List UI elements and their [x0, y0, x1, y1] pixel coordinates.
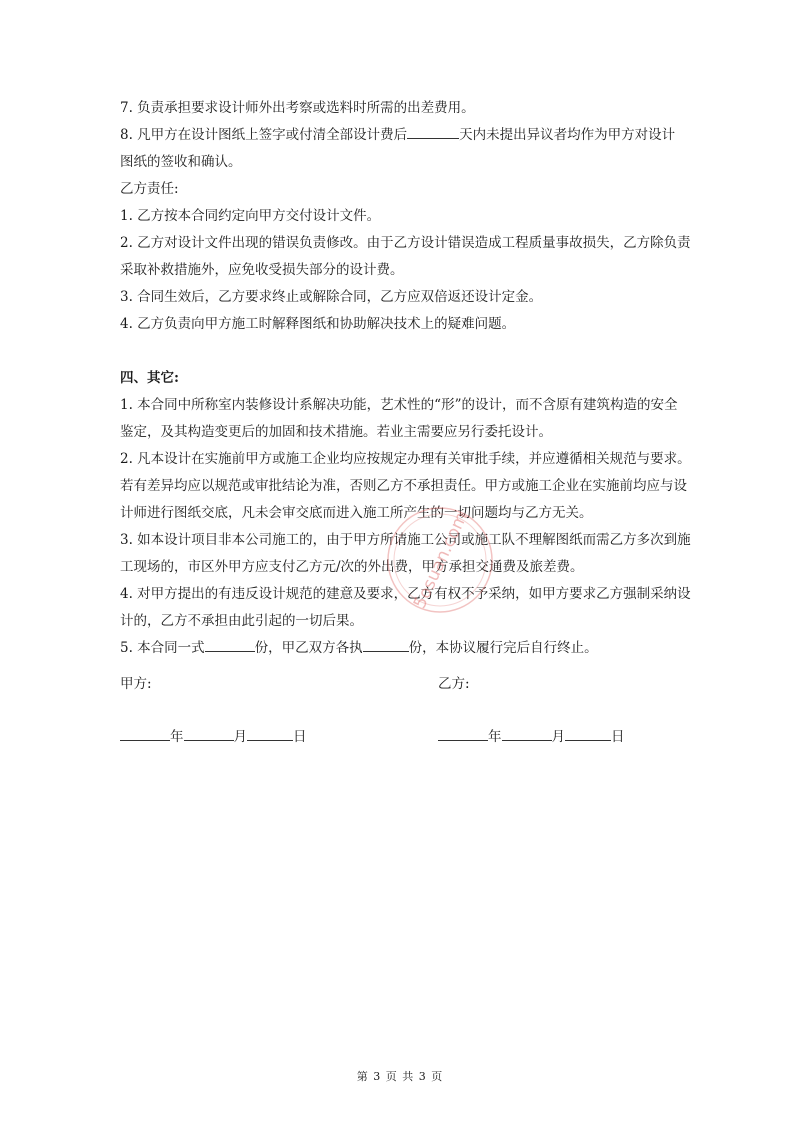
- clause-42-line2: 若有差异均应以规范或审批结论为准，否则乙方不承担责任。甲方或施工企业在实施前均应与设: [120, 478, 687, 494]
- clause-45-text2: 份，甲乙双方各执: [254, 640, 363, 656]
- clause-42-line3: 计师进行图纸交底，凡未会审交底而进入施工所产生的一切问题均与乙方无关。: [120, 505, 593, 521]
- days-blank[interactable]: [407, 124, 459, 139]
- clause-b2-line1: 2. 乙方对设计文件出现的错误负责修改。由于乙方设计错误造成工程质量事故损失，乙方除负责: [120, 235, 691, 251]
- day-label: 日: [293, 729, 307, 745]
- day-label: 日: [611, 729, 625, 745]
- clause-45: [120, 635, 685, 662]
- clause-b3: 3. 合同生效后，乙方要求终止或解除合同，乙方应双倍返还设计定金。: [120, 289, 543, 305]
- party-b-signature-label: 乙方:: [438, 676, 470, 692]
- party-b-date: [438, 725, 625, 745]
- party-a-date: [120, 725, 307, 745]
- clause-a8-text2: 天内未提出异议者均作为甲方对设计: [459, 127, 676, 143]
- month-label: 月: [551, 729, 565, 745]
- clause-44-line2: 计的，乙方不承担由此引起的一切后果。: [120, 613, 363, 629]
- clause-a8-line2: 图纸的签收和确认。: [120, 154, 242, 170]
- clause-41-line1: 1. 本合同中所称室内装修设计系解决功能，艺术性的“形”的设计，而不含原有建筑构造的安全: [120, 397, 678, 413]
- section-title-other: 四、其它:: [120, 370, 179, 386]
- contract-body: [120, 95, 691, 662]
- year-label: 年: [170, 729, 184, 745]
- party-b-day-blank[interactable]: [565, 726, 611, 741]
- party-a-year-blank[interactable]: [120, 726, 170, 741]
- month-label: 月: [233, 729, 247, 745]
- watermark-text: 5osuan.com: [409, 509, 472, 612]
- clause-a7: 7. 负责承担要求设计师外出考察或选料时所需的出差费用。: [120, 100, 475, 116]
- copies-total-blank[interactable]: [205, 637, 255, 652]
- clause-b2-line2: 采取补救措施外，应免收受损失部分的设计费。: [120, 262, 404, 278]
- spacer: [120, 338, 685, 365]
- clause-45-text1: 5. 本合同一式: [120, 640, 205, 656]
- party-a-day-blank[interactable]: [247, 726, 293, 741]
- page-footer: 第 3 页 共 3 页: [356, 1070, 444, 1083]
- clause-a8-text1: 8. 凡甲方在设计图纸上签字或付清全部设计费后: [120, 127, 408, 143]
- copies-each-blank[interactable]: [363, 637, 409, 652]
- party-a-month-blank[interactable]: [184, 726, 234, 741]
- clause-43-line1: 3. 如本设计项目非本公司施工的，由于甲方所请施工公司或施工队不理解图纸而需乙方多次到施: [120, 532, 691, 548]
- party-b-year-blank[interactable]: [438, 726, 488, 741]
- clause-45-text3: 份，本协议履行完后自行终止。: [408, 640, 598, 656]
- clause-42-line1: 2. 凡本设计在实施前甲方或施工企业均应按规定办理有关审批手续，并应遵循相关规范与要求。: [120, 451, 691, 467]
- party-b-month-blank[interactable]: [502, 726, 552, 741]
- party-b-duties-heading: 乙方责任:: [120, 181, 179, 197]
- clause-44-line1: 4. 对甲方提出的有违反设计规范的建意及要求，乙方有权不予采纳，如甲方要求乙方强制采纳设: [120, 586, 691, 602]
- clause-b1: 1. 乙方按本合同约定向甲方交付设计文件。: [120, 208, 381, 224]
- party-a-signature-label: 甲方:: [120, 676, 152, 692]
- clause-43-line2: 工现场的，市区外甲方应支付乙方元/次的外出费，甲方承担交通费及旅差费。: [120, 559, 584, 575]
- clause-b4: 4. 乙方负责向甲方施工时解释图纸和协助解决技术上的疑难问题。: [120, 316, 516, 332]
- clause-a8-line1: [120, 122, 685, 149]
- year-label: 年: [488, 729, 502, 745]
- clause-41-line2: 鉴定，及其构造变更后的加固和技术措施。若业主需要应另行委托设计。: [120, 424, 552, 440]
